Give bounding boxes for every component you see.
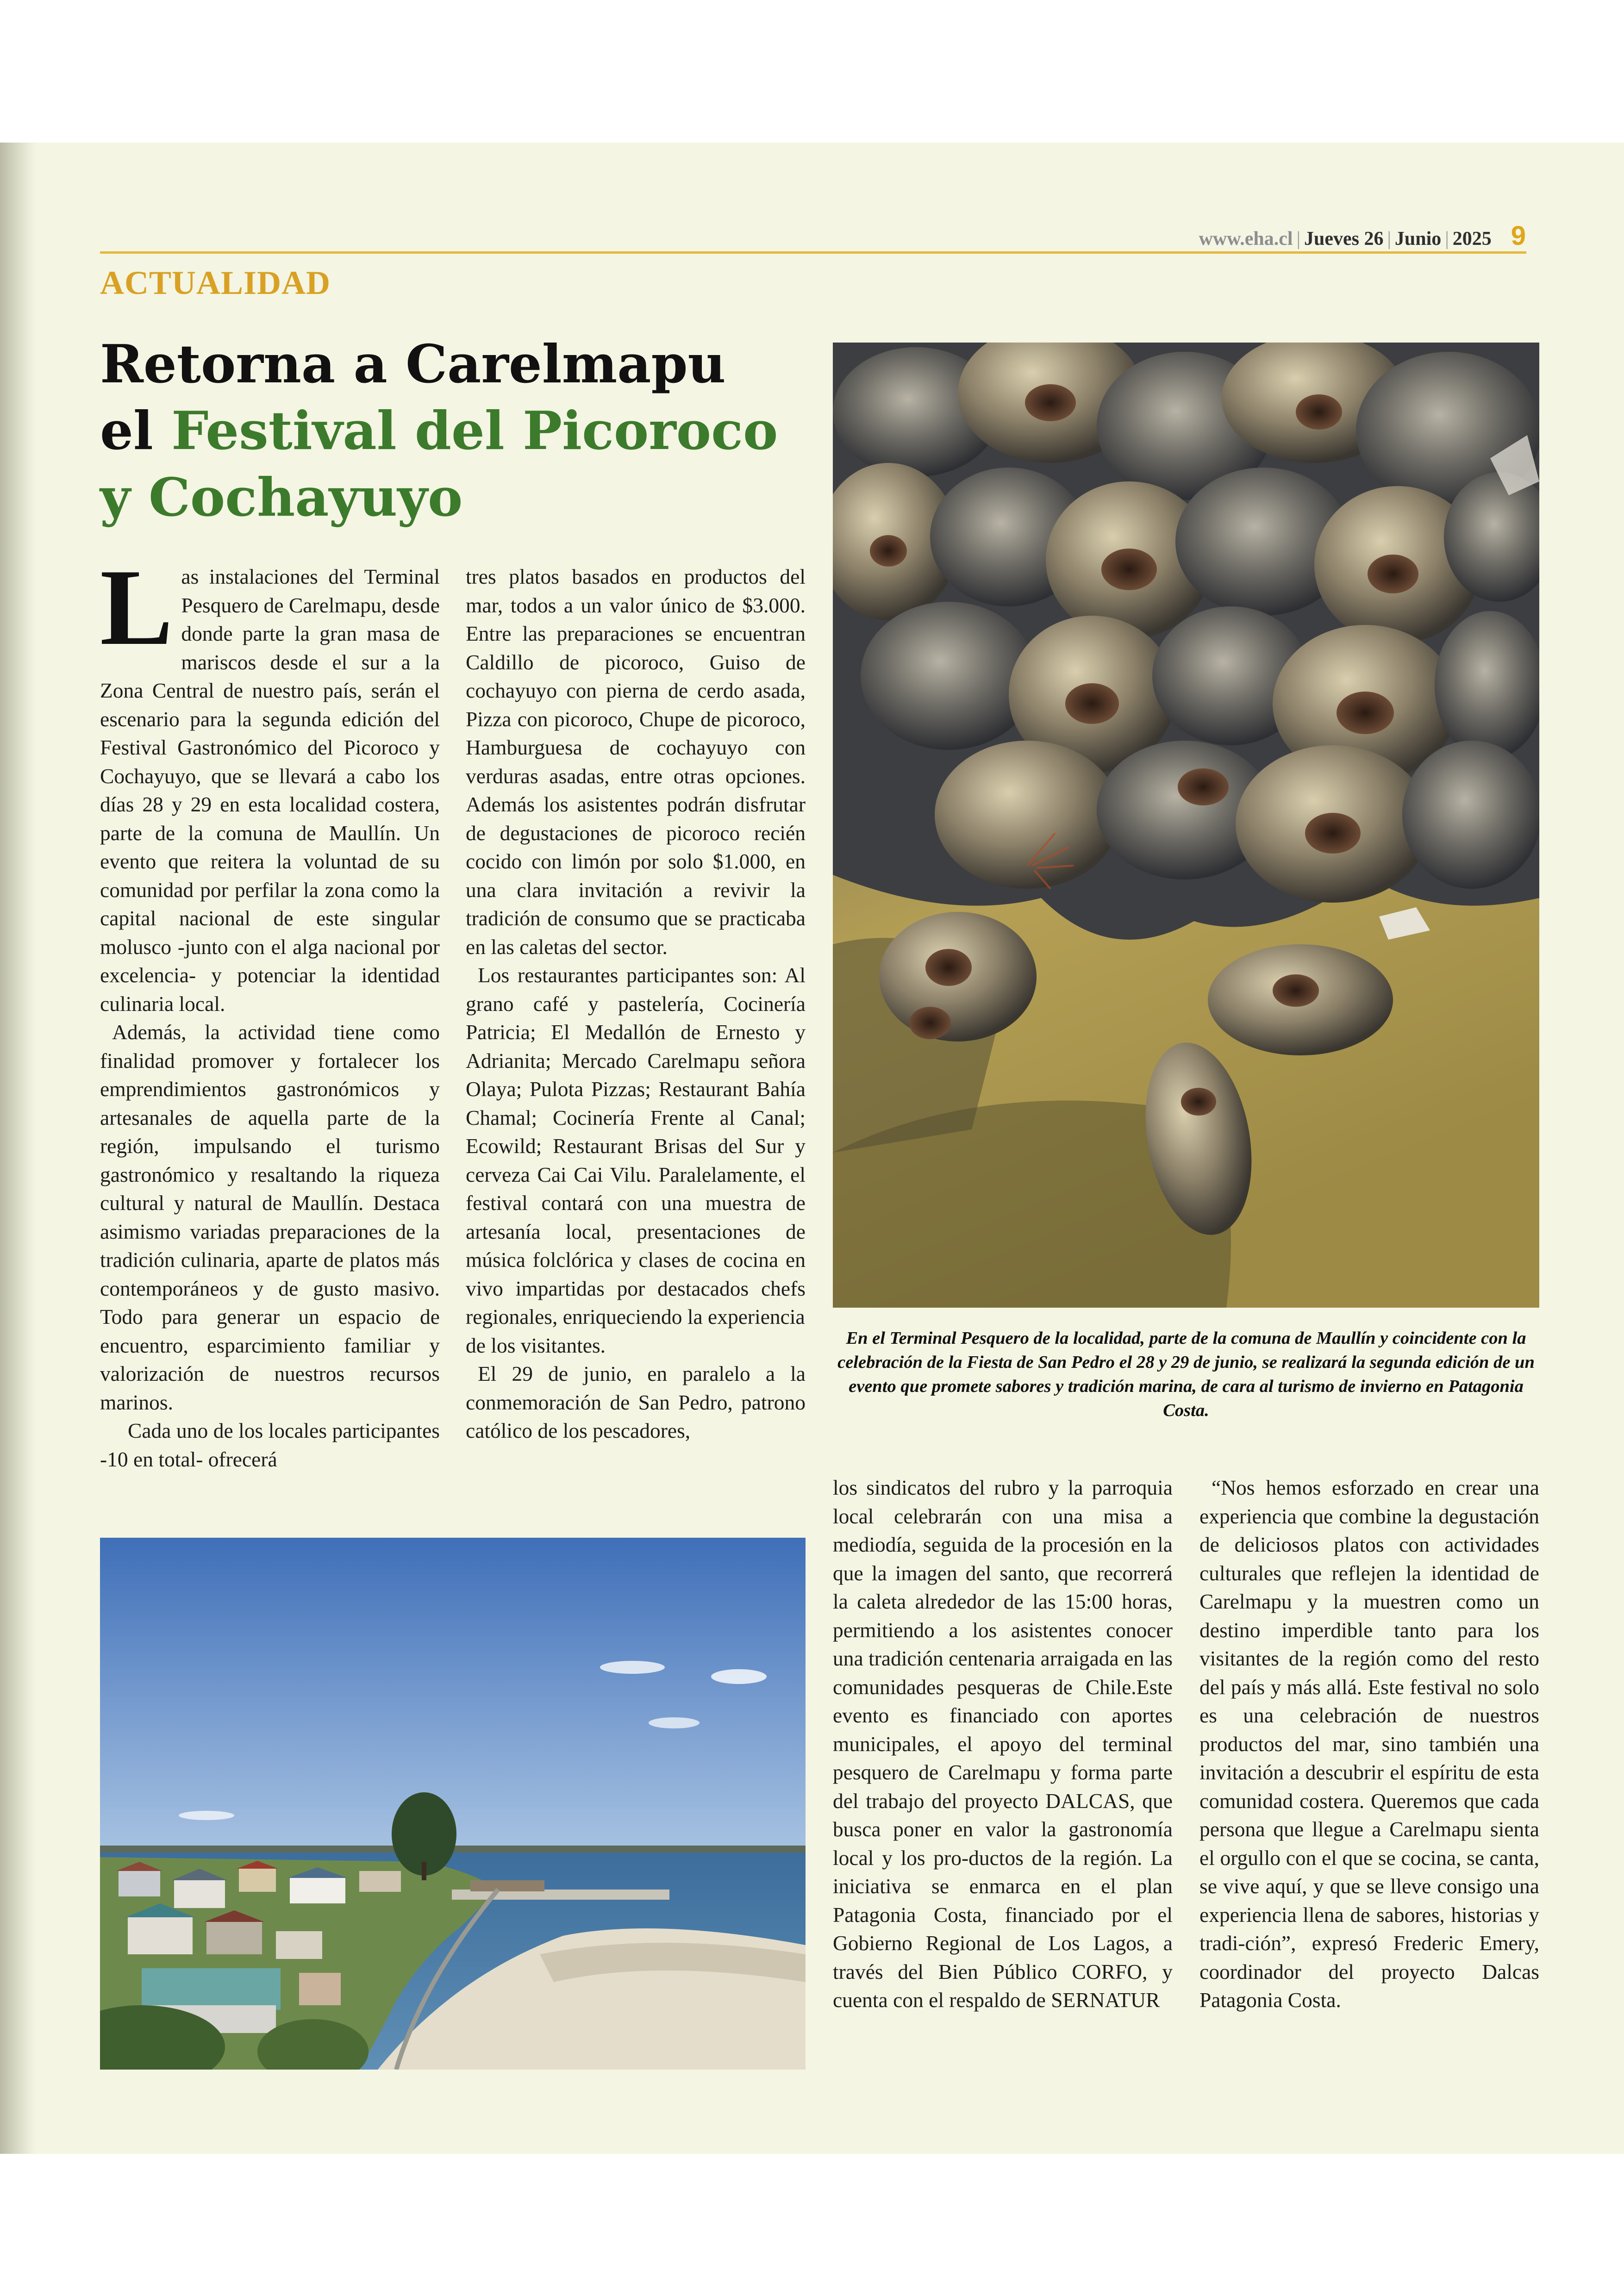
article-column-1: [100, 547, 440, 1495]
paragraph-7: los sindicatos del rubro y la parroquia local celebrarán con una misa a mediodía, seguida de la procesión en la que la imagen del santo, que recorrerá la caleta alrededor de las 15:00 horas, permitiendo a los asistentes conocer una tradición centenaria arraigada en las comunidades pesqueras de Chile.Este evento es financiado con aportes municipales, el apoyo del terminal pesquero de Carelmapu y forma parte del trabajo del proyecto DALCAS, que busca poner en valor la gastronomía local y los pro-ductos de la región. La iniciativa se enmarca en el plan Patagonia Costa, financiado por el Gobierno Regional de Los Lagos, a través del Bien Público CORFO, y cuenta con el respaldo de SERNATUR: [833, 1476, 1173, 2012]
header-day: Jueves 26: [1304, 228, 1384, 249]
photo-carelmapu-coast: [100, 1538, 806, 2070]
headline-line-2: el Festival del Picoroco: [100, 400, 778, 461]
headline: [100, 331, 822, 531]
header-rule: [100, 251, 1526, 254]
article-column-4: [1199, 1473, 1539, 2070]
header-year: 2025: [1452, 228, 1492, 249]
paragraph-5-end: de los visitantes.: [466, 1333, 606, 1357]
paragraph-1: Las instalaciones del Terminal Pesquero de Carelmapu, desde donde parte la gran masa de mariscos desde el sur a la Zona Central de nuestro país, serán el escenario para la segunda edición del Festival Gastronómico del Picoroco y Cochayuyo, que se llevará a cabo los días 28 y 29 en esta localidad costera, parte de la comuna de Maullín. Un evento que reitera la voluntad de su comunidad por perfilar la zona como la capital nacional de este singular molusco -junto con el alga nacional por excelencia- y potenciar la identidad culinaria local.: [100, 547, 440, 1016]
paragraph-2: Además, la actividad tiene como finalidad promover y fortalecer los emprendimientos gastronómicos y artesanales de aquella parte de la región, impulsando el turismo gastronómico y resaltando la riqueza cultural y natural de Maullín. Destaca asimismo variadas preparaciones de la tradición culinaria, aparte de platos más contemporáneos y de gusto masivo. Todo para generar un espacio de encuentro, esparcimiento familiar y valorización de nuestros recursos marinos.: [100, 1020, 440, 1414]
article-column-3: [833, 1473, 1173, 2070]
photo-caption: En el Terminal Pesquero de la localidad, parte de la comuna de Maullín y coincidente con la celebración de la Fiesta de San Pedro el 28 y 29 de junio, se realizará la segunda edición de un evento que promete sabores y tradición marina, de cara al turismo de invierno en Patagonia Costa.: [837, 1328, 1535, 1420]
paragraph-6: El 29 de junio, en paralelo a la conmemoración de San Pedro, patrono católico de los pescadores,: [466, 1362, 806, 1442]
headline-green-1: Festival del Picoroco: [171, 400, 778, 461]
page-number: 9: [1511, 221, 1526, 251]
paragraph-4: tres platos basados en productos del mar, todos a un valor único de $3.000. Entre las preparaciones se encuentran Caldillo de picoroco, Guiso de cochayuyo con pierna de cerdo asada, Pizza con picoroco, Chupe de picoroco, Hamburguesa de cochayuyo con verduras asadas, entre otras opciones. Además los asistentes podrán disfrutar de degustaciones de picoroco recién cocido con limón por solo $1.000, en una clara invitación a revivir la tradición de consumo que se practicaba en las caletas del sector.: [466, 565, 806, 959]
drop-cap: L: [100, 547, 173, 668]
page-header: www.eha.cl | Jueves 26 | Junio | 2025 9: [1199, 221, 1526, 251]
paragraph-8: “Nos hemos esforzado en crear una experiencia que combine la degustación de deliciosos platos con actividades culturales que reflejen la identidad de Carelmapu y la muestren como un destino imperdible tanto para los visitantes de la región como del resto del país y más allá. Este festival no solo es una celebración de nuestros productos del mar, sino también una invitación a descubrir el espíritu de esta comunidad costera. Queremos que cada persona que llegue a Carelmapu sienta el orgullo con el que se cocina, se canta, se vive aquí, y que se lleve consigo una experiencia llena de sabores, historias y tradi-ción”, expresó Frederic Emery, coordinador del proyecto Dalcas Patagonia Costa.: [1199, 1476, 1539, 2012]
website: www.eha.cl: [1199, 228, 1293, 249]
headline-line-1: Retorna a Carelmapu: [100, 333, 726, 395]
section-label: ACTUALIDAD: [100, 264, 331, 301]
header-month: Junio: [1394, 228, 1442, 249]
paragraph-5: Los restaurantes participantes son: Al grano café y pastelería, Cocinería Patricia; El Medallón de Ernesto y Adrianita; Mercado Carelmapu señora Olaya; Pulota Pizzas; Restaurant Bahía Chamal; Cocinería Frente al Canal; Ecowild; Restaurant Brisas del Sur y cerveza Cai Cai Vilu. Paralelamente, el festival contará con una muestra de artesanía local, presentaciones de música folclórica y clases de cocina en vivo impartidas por destacados chefs regionales, enriqueciendo la experiencia: [466, 963, 806, 1328]
paragraph-3: Cada uno de los locales participantes -10 en total- ofrecerá: [100, 1419, 440, 1471]
photo-picorocos: [833, 343, 1539, 1308]
magazine-spine-shadow: [0, 143, 36, 2154]
article-column-2: [466, 562, 806, 1495]
headline-line-3: y Cochayuyo: [100, 467, 463, 528]
